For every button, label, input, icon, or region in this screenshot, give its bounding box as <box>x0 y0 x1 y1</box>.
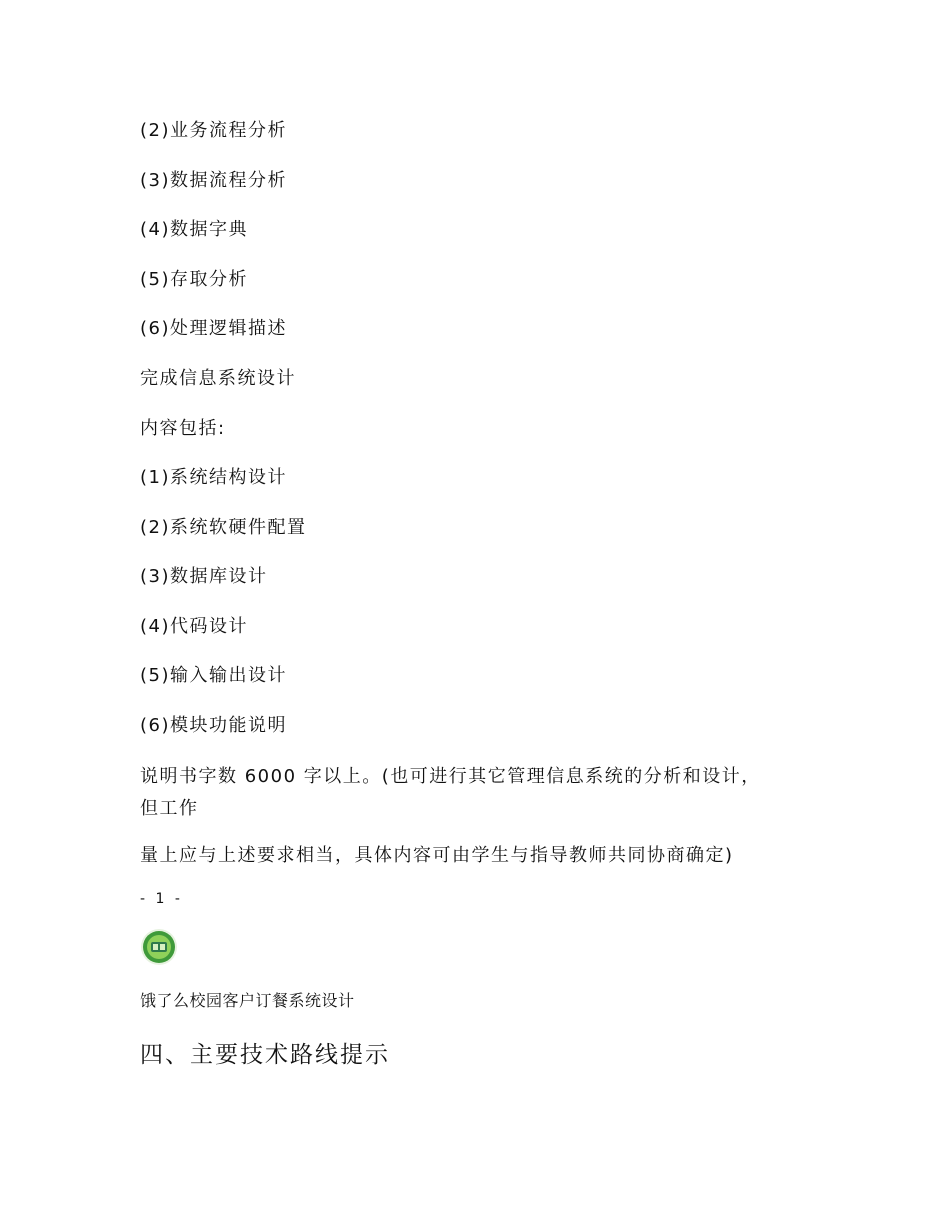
list-item: (5)输入输出设计 <box>140 665 287 686</box>
list-item: (6)处理逻辑描述 <box>140 318 287 339</box>
requirements-paragraph <box>140 761 810 825</box>
green-round-seal-icon <box>140 928 178 966</box>
document-caption: 饿了么校园客户订餐系统设计 <box>140 991 355 1010</box>
section-heading: 四、主要技术路线提示 <box>140 1042 390 1068</box>
list-item: (3)数据库设计 <box>140 566 268 587</box>
paragraph-line: 但工作 <box>140 798 199 819</box>
list-item: (2)业务流程分析 <box>140 120 287 141</box>
list-item: (4)代码设计 <box>140 616 248 637</box>
section-line: 内容包括: <box>140 418 226 439</box>
paragraph-line: 量上应与上述要求相当，具体内容可由学生与指导教师共同协商确定) <box>140 845 734 866</box>
list-item: (4)数据字典 <box>140 219 248 240</box>
list-item: (1)系统结构设计 <box>140 467 287 488</box>
list-item: (3)数据流程分析 <box>140 170 287 191</box>
list-item: (2)系统软硬件配置 <box>140 517 307 538</box>
list-item: (6)模块功能说明 <box>140 715 287 736</box>
paragraph-line: 说明书字数 6000 字以上。(也可进行其它管理信息系统的分析和设计， <box>140 766 761 787</box>
section-line: 完成信息系统设计 <box>140 368 296 389</box>
page-number: - 1 - <box>140 891 183 907</box>
list-item: (5)存取分析 <box>140 269 248 290</box>
